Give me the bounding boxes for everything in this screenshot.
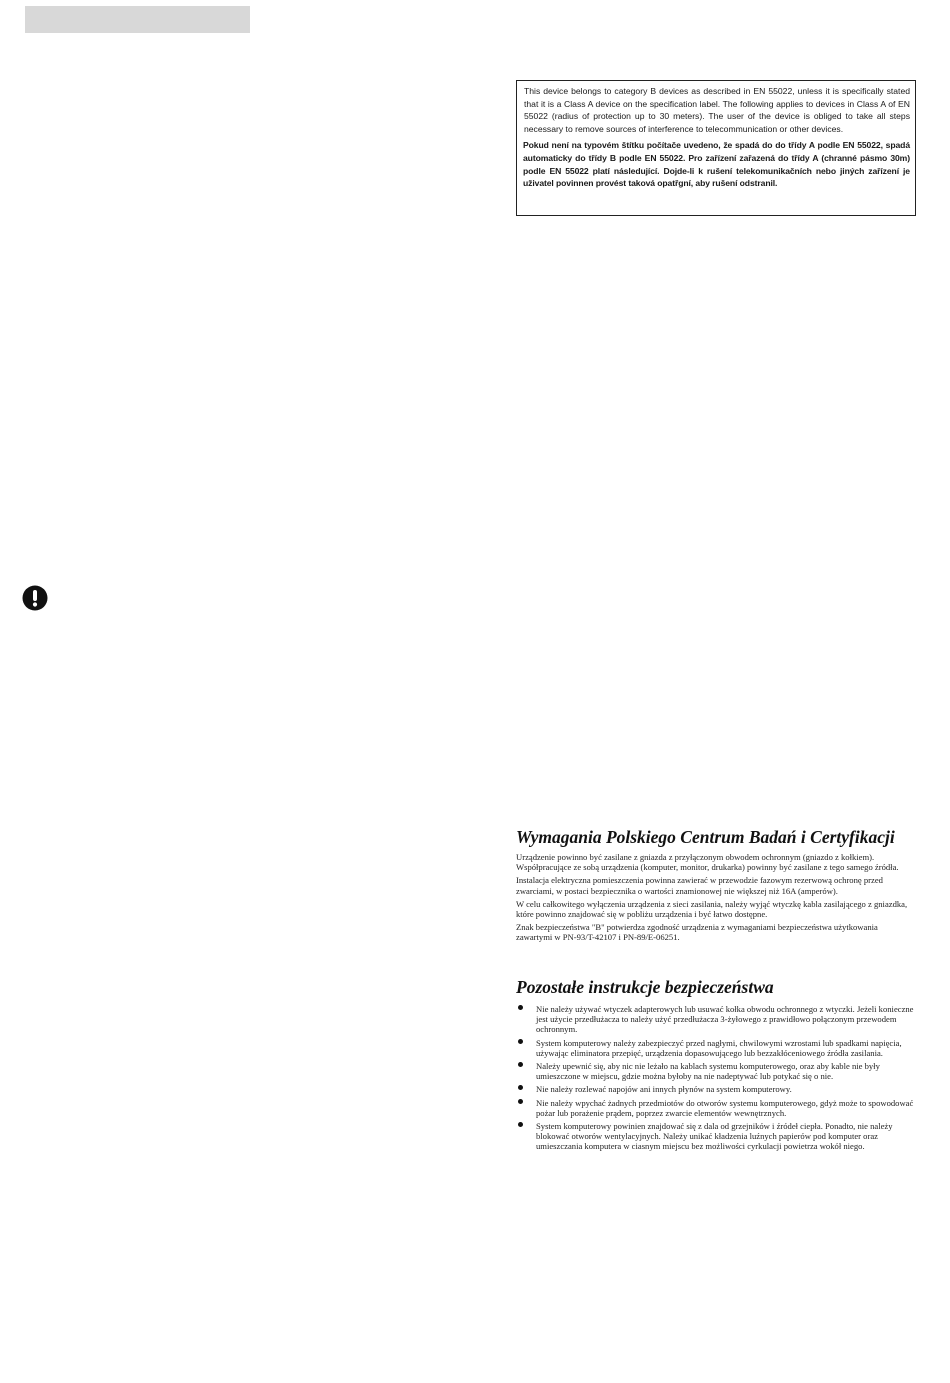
list-item-text: Nie należy wpychać żadnych przedmiotów do otworów systemu komputerowego, gdyż może to spowodować pożar lub porażenie prądem, poprzez zwarcie elementów wewnętrznych. bbox=[536, 1097, 914, 1118]
list-item bbox=[516, 1061, 914, 1081]
pcbc-paragraph: Urządzenie powinno być zasilane z gniazda z przyłączonym obwodem ochronnym (gniazdo z kołkiem). Współpracujące ze sobą urządzenia (komputer, monitor, drukarka) powinny być zasilane z tego samego źródła. bbox=[516, 852, 899, 873]
bullet-icon bbox=[518, 1122, 523, 1127]
bullet-icon bbox=[518, 1039, 523, 1044]
other-safety-section bbox=[516, 976, 914, 1155]
notice-czech: Pokud není na typovém štítku počítače uvedeno, že spadá do do třídy A podle EN 55022, spadá automaticky do třídy B podle EN 55022. Pro zařízení zařazená do třídy A (chranné pásmo 30m) podle EN 55022 platí následující. Dojde-li k rušení telekomunikačních nebo jiných zařízení je uživatel povinnen provést taková opatřgní, aby rušení odstranil. bbox=[523, 140, 910, 189]
pcbc-section bbox=[516, 826, 914, 946]
bullet-icon bbox=[518, 1005, 523, 1010]
list-item bbox=[516, 1004, 914, 1035]
list-item bbox=[516, 1098, 914, 1118]
list-item-text: System komputerowy powinien znajdować się z dala od grzejników i źródeł ciepła. Ponadto, nie należy blokować otworów wentylacyjnych. Należy unikać kładzenia luźnych papierów pod komputer oraz umieszczania komputera w ciasnym miejscu bez możliwości cyrkulacji powietrza wokół niego. bbox=[536, 1121, 893, 1152]
header-bar bbox=[25, 6, 250, 33]
other-safety-title: Pozostałe instrukcje bezpieczeństwa bbox=[516, 977, 774, 997]
pcbc-title: Wymagania Polskiego Centrum Badań i Certyfikacji bbox=[516, 827, 895, 847]
list-item-text: System komputerowy należy zabezpieczyć przed nagłymi, chwilowymi wzrostami lub spadkami napięcia, używając eliminatora przepięć, urządzenia dopasowującego lub bezzakłóceniowego źródła zasilania. bbox=[536, 1037, 902, 1058]
list-item bbox=[516, 1121, 914, 1152]
pcbc-paragraph: W celu całkowitego wyłączenia urządzenia z sieci zasilania, należy wyjąć wtyczkę kabla zasilającego z gniazdka, które powinno znajdować się w pobliżu urządzenia i być łatwo dostępne. bbox=[516, 898, 908, 920]
list-item-text: Nie należy rozlewać napojów ani innych płynów na system komputerowy. bbox=[536, 1084, 792, 1095]
notice-english: This device belongs to category B devices as described in EN 55022, unless it is specifically stated that it is a Class A device on the specification label. The following applies to devices in Class A of EN 55022 (radius of protection up to 30 meters). The user of the device is obliged to take all steps necessary to remove sources of interference to telecommunication or other devices. bbox=[524, 86, 910, 134]
list-item-text: Należy upewnić się, aby nic nie leżało na kablach systemu komputerowego, oraz aby kable nie były umieszczone w miejscu, gdzie można byłoby na nie nadeptywać lub potykać się o nie. bbox=[536, 1061, 880, 1082]
emc-notice-box bbox=[516, 80, 916, 216]
list-item bbox=[516, 1038, 914, 1058]
safety-list bbox=[516, 1004, 914, 1152]
list-item-text: Nie należy używać wtyczek adapterowych lub usuwać kołka obwodu ochronnego z wtyczki. Jeżeli konieczne jest użycie przedłużacza to należy użyć przedłużacza 3-żyłowego z prawidłowo połączonym przewodem ochronnym. bbox=[536, 1004, 914, 1035]
bullet-icon bbox=[518, 1085, 523, 1090]
bullet-icon bbox=[518, 1062, 523, 1067]
bullet-icon bbox=[518, 1099, 523, 1104]
list-item bbox=[516, 1084, 914, 1094]
exclamation-circle-icon bbox=[22, 585, 48, 611]
pcbc-paragraph: Znak bezpieczeństwa "B" potwierdza zgodność urządzenia z wymaganiami bezpieczeństwa użytkowania zawartymi w PN-93/T-42107 i PN-89/E-06251. bbox=[516, 922, 878, 943]
pcbc-paragraph: Instalacja elektryczna pomieszczenia powinna zawierać w przewodzie fazowym rezerwową ochronę przed zwarciami, w postaci bezpiecznika o wartości znamionowej nie większej niż 16A (amperów). bbox=[516, 875, 883, 896]
